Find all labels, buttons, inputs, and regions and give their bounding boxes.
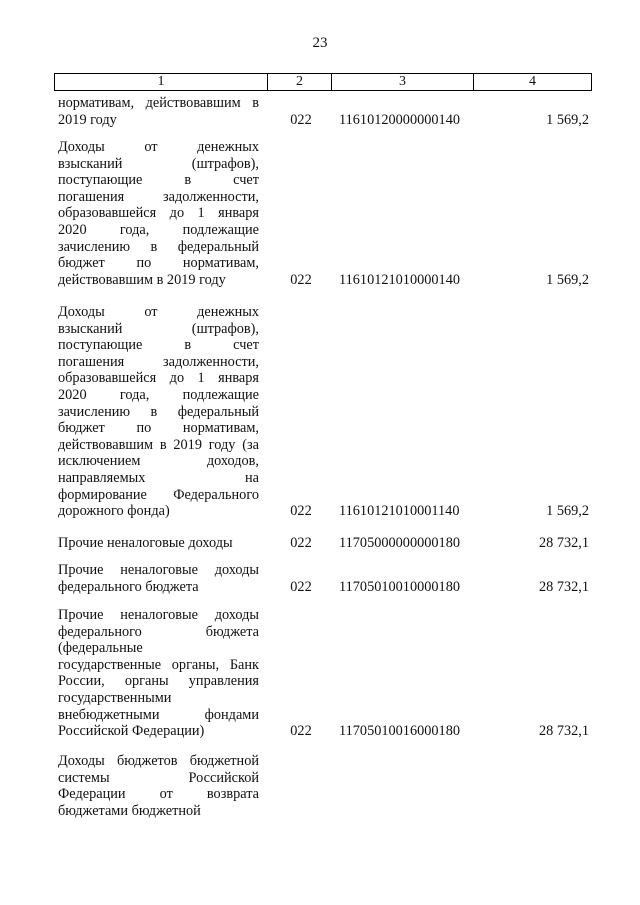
- description-line: действовавшим в 2019 году: [58, 271, 226, 288]
- description-line: федерального бюджета: [58, 578, 199, 595]
- description-line: бюджет по нормативам,: [58, 420, 259, 437]
- description-line: зачислению в федеральный: [58, 403, 259, 420]
- amount: 1 569,2: [546, 271, 589, 288]
- row-description: [58, 607, 259, 740]
- description-line: Доходы бюджетов бюджетной: [58, 753, 259, 769]
- description-line: бюджетами бюджетной: [58, 802, 201, 819]
- description-line: зачислению в федеральный: [58, 238, 259, 255]
- description-line: взысканий (штрафов),: [58, 155, 259, 172]
- amount: 28 732,1: [538, 535, 589, 551]
- description-line: федерального бюджета: [58, 623, 259, 640]
- description-line: Прочие неналоговые доходы: [58, 562, 259, 578]
- amount: 1 569,2: [546, 111, 589, 128]
- description-line: государственными: [58, 689, 172, 706]
- row-description: [58, 535, 259, 552]
- amount: 1 569,2: [546, 503, 589, 520]
- header-col-2: 2: [268, 74, 332, 90]
- description-line: поступающие в счет: [58, 337, 259, 354]
- budget-classification-code: 11705010016000180: [339, 723, 460, 740]
- admin-code: 022: [290, 723, 312, 740]
- description-line: действовавшим в 2019 году (за: [58, 436, 259, 453]
- row-description: [58, 562, 259, 595]
- description-line: внебюджетными фондами: [58, 706, 259, 723]
- description-line: формирование Федерального: [58, 486, 259, 503]
- description-line: 2020 года, подлежащие: [58, 221, 259, 238]
- description-line: Российской Федерации): [58, 723, 205, 740]
- budget-classification-code: 11610121010001140: [339, 503, 460, 520]
- description-line: Доходы от денежных: [58, 139, 259, 155]
- description-line: системы Российской: [58, 769, 259, 786]
- description-line: поступающие в счет: [58, 172, 259, 189]
- admin-code: 022: [290, 578, 312, 595]
- admin-code: 022: [290, 535, 312, 551]
- amount: 28 732,1: [538, 578, 589, 595]
- description-line: погашения задолженности,: [58, 353, 259, 370]
- page-number: 23: [312, 35, 328, 51]
- description-line: Доходы от денежных: [58, 304, 259, 320]
- description-line: государственные органы, Банк: [58, 656, 259, 673]
- description-line: Федерации от возврата: [58, 786, 259, 803]
- budget-classification-code: 11705010010000180: [339, 578, 460, 595]
- header-col-1: 1: [55, 74, 268, 90]
- admin-code: 022: [290, 503, 312, 520]
- admin-code: 022: [290, 271, 312, 288]
- table-header: [54, 73, 592, 91]
- amount: 28 732,1: [538, 723, 589, 740]
- description-line: нормативам, действовавшим в: [58, 95, 259, 111]
- description-line: образовавшейся до 1 января: [58, 205, 259, 222]
- description-line: Прочие неналоговые доходы: [58, 607, 259, 623]
- budget-classification-code: 11610121010000140: [339, 271, 460, 288]
- description-line: 2020 года, подлежащие: [58, 386, 259, 403]
- description-line: России, органы управления: [58, 673, 259, 690]
- description-line: направляемых на: [58, 469, 259, 486]
- header-col-4: 4: [529, 74, 536, 89]
- description-line: образовавшейся до 1 января: [58, 370, 259, 387]
- description-line: Прочие неналоговые доходы: [58, 535, 233, 551]
- row-description: [58, 95, 259, 128]
- description-line: 2019 году: [58, 111, 117, 128]
- row-description: [58, 304, 259, 520]
- description-line: взысканий (штрафов),: [58, 320, 259, 337]
- row-description: [58, 753, 259, 819]
- admin-code: 022: [290, 111, 312, 128]
- description-line: погашения задолженности,: [58, 188, 259, 205]
- description-line: дорожного фонда): [58, 503, 170, 520]
- budget-classification-code: 11610120000000140: [339, 111, 460, 128]
- budget-classification-code: 11705000000000180: [339, 535, 460, 551]
- description-line: исключением доходов,: [58, 453, 259, 470]
- row-description: [58, 139, 259, 288]
- description-line: бюджет по нормативам,: [58, 255, 259, 272]
- description-line: (федеральные: [58, 640, 143, 657]
- header-col-3: 3: [332, 74, 474, 90]
